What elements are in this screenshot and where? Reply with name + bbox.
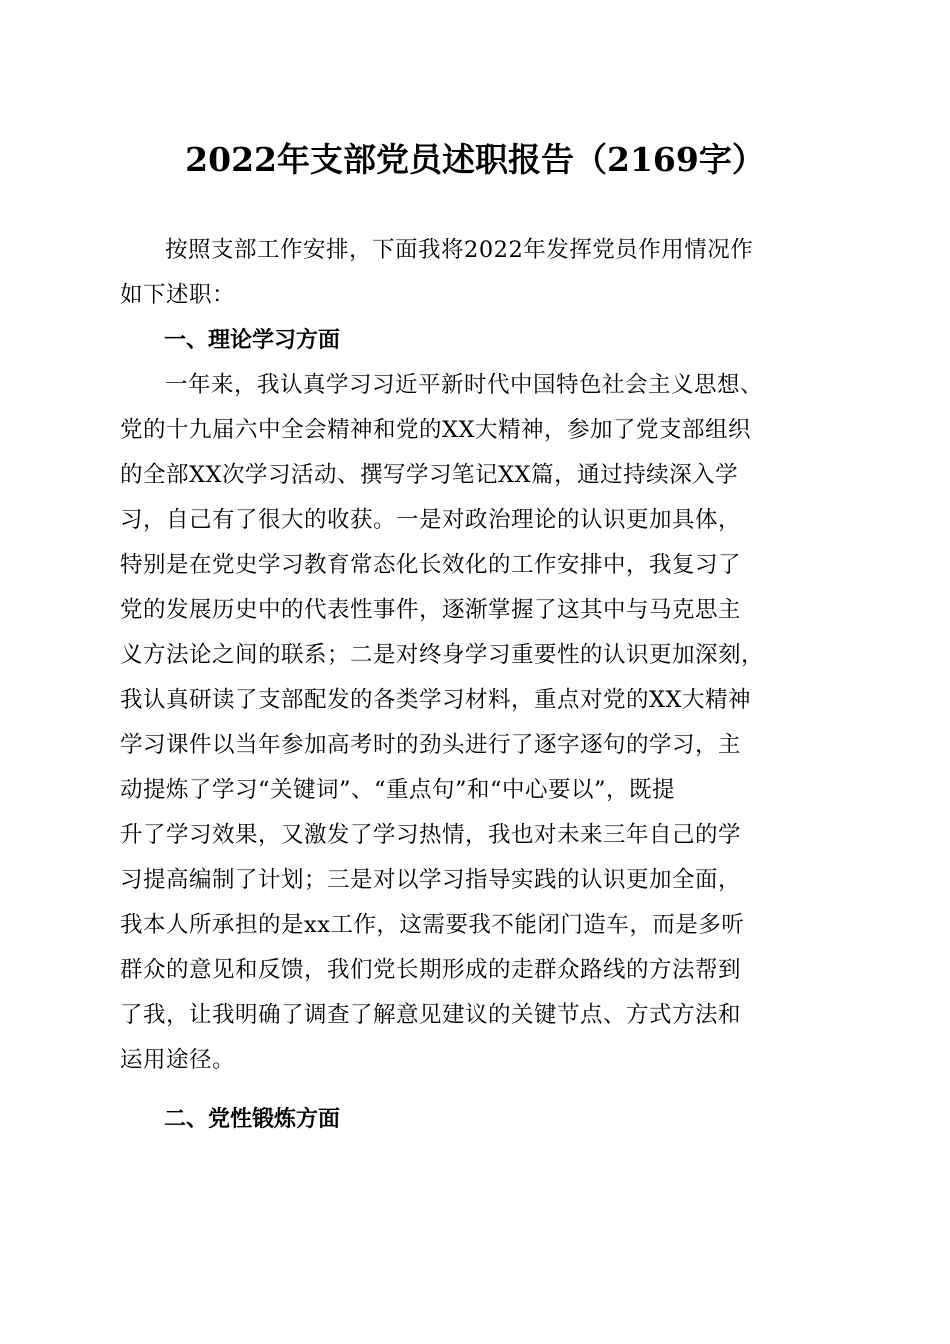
document-title: 2022年支部党员述职报告（2169字） [185, 140, 765, 179]
paragraph-line: 我本人所承担的是xx工作，这需要我不能闭门造车，而是多听 [120, 912, 745, 938]
intro-paragraph [120, 228, 825, 318]
section-heading-party-spirit: 二、党性锻炼方面 [164, 1107, 341, 1132]
paragraph-line: 我认真研读了支部配发的各类学习材料，重点对党的XX大精神 [120, 687, 752, 713]
paragraph-line: 了我，让我明确了调查了解意见建议的关键节点、方式方法和 [120, 1002, 742, 1028]
paragraph-line: 动提炼了学习“关键词”、“重点句”和“中心要以”，既提 [120, 777, 676, 803]
paragraph-line: 的全部XX次学习活动、撰写学习笔记XX篇，通过持续深入学 [120, 462, 739, 488]
section-heading-theory-study: 一、理论学习方面 [164, 328, 341, 353]
paragraph-line: 党的发展历史中的代表性事件，逐渐掌握了这其中与马克思主 [120, 597, 742, 623]
paragraph-line: 义方法论之间的联系；二是对终身学习重要性的认识更加深刻， [120, 642, 765, 668]
intro-line: 如下述职： [120, 282, 236, 308]
paragraph-line: 运用途径。 [120, 1047, 236, 1073]
paragraph-line: 习，自己有了很大的收获。一是对政治理论的认识更加具体， [120, 507, 742, 533]
paragraph-line: 升了学习效果，又激发了学习热情，我也对未来三年自己的学 [120, 822, 742, 848]
paragraph-line: 群众的意见和反馈，我们党长期形成的走群众路线的方法帮到 [120, 957, 742, 983]
section1-paragraph [120, 363, 825, 1083]
paragraph-line: 党的十九届六中全会精神和党的XX大精神，参加了党支部组织 [120, 417, 752, 443]
paragraph-line: 一年来，我认真学习习近平新时代中国特色社会主义思想、 [165, 372, 764, 398]
section-spacer [120, 1083, 825, 1097]
paragraph-line: 特别是在党史学习教育常态化长效化的工作安排中，我复习了 [120, 552, 742, 578]
paragraph-line: 习提高编制了计划；三是对以学习指导实践的认识更加全面， [120, 867, 742, 893]
document-body [120, 228, 825, 1142]
paragraph-line: 学习课件以当年参加高考时的劲头进行了逐字逐句的学习，主 [120, 732, 742, 758]
intro-line: 按照支部工作安排，下面我将2022年发挥党员作用情况作 [165, 237, 754, 263]
